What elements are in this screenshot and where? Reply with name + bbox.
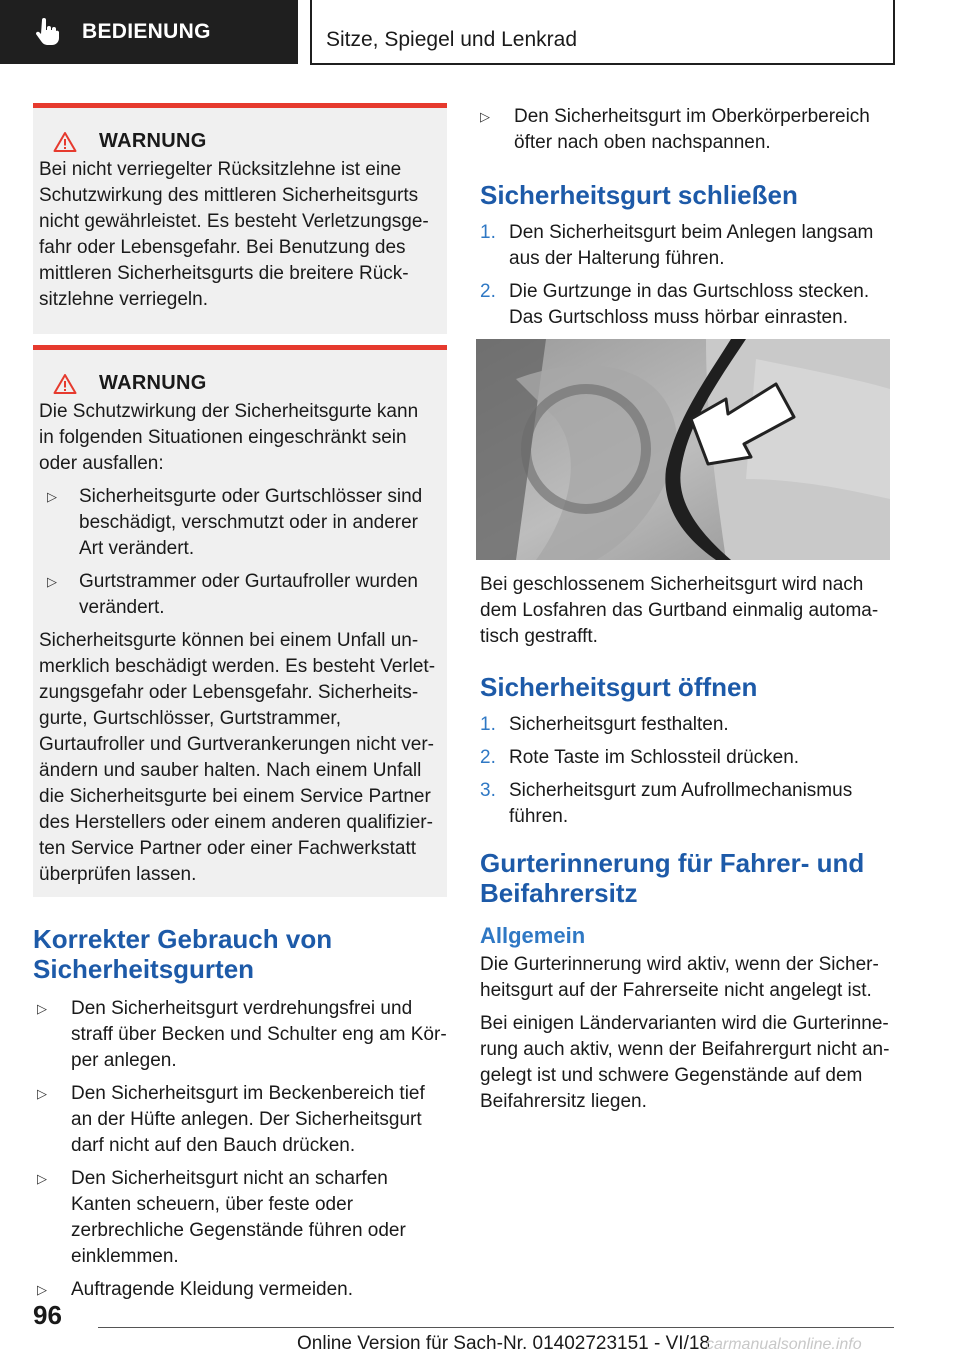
step-item: 1. Den Sicherheitsgurt beim Anlegen langsam aus der Halterung führen.	[480, 222, 874, 269]
header-divider	[310, 0, 312, 64]
section-close-belt-note	[480, 572, 892, 650]
section-heading: Gurterinnerung für Fahrer- und Beifahrersitz	[480, 848, 865, 908]
bullet-triangle-icon: ▷	[37, 1001, 47, 1016]
section-belt-reminder	[480, 848, 892, 1115]
step-item: 2. Die Gurtzunge in das Gurtschloss stecken. Das Gurtschloss muss hörbar einrasten.	[480, 281, 870, 328]
bullet-triangle-icon: ▷	[37, 1086, 47, 1101]
warning-bullet-list	[39, 484, 437, 621]
bullet-triangle-icon: ▷	[47, 574, 57, 589]
warning-triangle-icon	[53, 373, 77, 395]
warning-box-belt-damage	[33, 345, 447, 897]
hand-pointer-icon	[32, 17, 62, 47]
section-correct-use	[33, 924, 447, 1310]
warning-intro: Die Schutzwirkung der Sicherheitsgurte kann in folgenden Situationen eingeschränkt sein oder ausfallen:	[39, 401, 419, 474]
list-item: ▷ Auftragende Kleidung vermeiden.	[33, 1277, 447, 1303]
bullet-triangle-icon: ▷	[480, 109, 490, 124]
warning-box-rear-seat	[33, 103, 447, 334]
watermark: carmanualsonline.info	[706, 1336, 862, 1353]
section-heading: Korrekter Gebrauch von Sicherheitsgurten	[33, 924, 333, 984]
tensioner-note: Bei geschlossenem Sicherheitsgurt wird nach dem Losfahren das Gurtband einmalig automatisch gestrafft.	[480, 574, 879, 647]
close-steps	[480, 220, 892, 331]
section-heading: Sicherheitsgurt schließen	[480, 180, 798, 210]
warning-header	[53, 372, 437, 395]
continued-bullet-list	[476, 104, 888, 163]
list-item: ▷ Gurtstrammer oder Gurtaufroller wurden verändert.	[47, 571, 418, 618]
correct-use-list	[33, 996, 447, 1303]
list-item: ▷ Den Sicherheitsgurt im Beckenbereich tief an der Hüfte anlegen. Der Sicherheitsgurt darf nicht auf den Bauch drücken.	[37, 1083, 425, 1156]
section-tab	[0, 0, 298, 64]
page-header	[0, 0, 960, 66]
section-heading: Sicherheitsgurt öffnen	[480, 672, 758, 702]
warning-header	[53, 130, 437, 153]
footer-rule	[98, 1327, 894, 1328]
header-underline	[310, 63, 895, 65]
seatbelt-photo	[476, 339, 890, 560]
warning-text: Bei nicht verriegelter Rücksitzlehne ist eine Schutzwirkung des mittleren Sicherheitsgurts nicht gewährleistet. Es besteht Verletzungsgefahr oder Lebensgefahr. Bei Benutzung des mittleren Sicherheitsgurts die breitere Rücksitzlehne verriegeln.	[39, 159, 429, 310]
step-item: 2. Rote Taste im Schlossteil drücken.	[480, 747, 800, 768]
chapter-title: Sitze, Spiegel und Lenkrad	[326, 28, 578, 51]
section-open-belt	[480, 672, 892, 837]
section-close-belt	[480, 180, 892, 338]
subsection-heading: Allgemein	[480, 923, 586, 948]
bullet-triangle-icon: ▷	[37, 1171, 47, 1186]
section-label: BEDIENUNG	[82, 20, 211, 43]
warning-triangle-icon	[53, 131, 77, 153]
step-item: 1. Sicherheitsgurt festhalten.	[480, 714, 729, 735]
list-item: ▷ Sicherheitsgurte oder Gurtschlösser sind beschädigt, verschmutzt oder in anderer Art verändert.	[47, 486, 423, 559]
list-item: ▷ Den Sicherheitsgurt im Oberkörperbereich öfter nach oben nachspannen.	[480, 106, 870, 153]
bullet-triangle-icon: ▷	[37, 1282, 47, 1297]
step-item: 3. Sicherheitsgurt zum Aufrollmechanismus führen.	[480, 780, 853, 827]
bullet-triangle-icon: ▷	[47, 489, 57, 504]
paragraph: Die Gurterinnerung wird aktiv, wenn der Sicherheitsgurt auf der Fahrerseite nicht angelegt ist.	[480, 954, 879, 1001]
warning-title: WARNUNG	[99, 372, 207, 394]
paragraph: Bei einigen Ländervarianten wird die Gurterinnerung auch aktiv, wenn der Beifahrergurt nicht angelegt ist und schwere Gegenstände auf dem Beifahrersitz liegen.	[480, 1013, 890, 1112]
list-item: ▷ Den Sicherheitsgurt nicht an scharfen Kanten scheuern, über feste oder zerbrechliche Gegenstände führen oder einklemmen.	[37, 1168, 406, 1267]
page-number: 96	[33, 1300, 62, 1330]
list-item: ▷ Den Sicherheitsgurt verdrehungsfrei und straff über Becken und Schulter eng am Körper anlegen.	[37, 998, 447, 1071]
warning-text: Sicherheitsgurte können bei einem Unfall unmerklich beschädigt werden. Es besteht Verletzungsgefahr oder Lebensgefahr. Sicherheitsgurte, Gurtschlösser, Gurtstrammer, Gurtaufroller und Gurtverankerungen nicht verändern und sauber halten. Nach einem Unfall die Sicherheitsgurte bei einem Service Partner des Herstellers oder einem anderen qualifizierten Service Partner oder einer Fachwerkstatt überprüfen lassen.	[39, 630, 436, 885]
footer-text: Online Version für Sach-Nr. 01402723151 - VI/18	[297, 1333, 710, 1354]
open-steps	[480, 712, 892, 830]
header-divider-right	[893, 0, 895, 64]
warning-title: WARNUNG	[99, 130, 207, 152]
